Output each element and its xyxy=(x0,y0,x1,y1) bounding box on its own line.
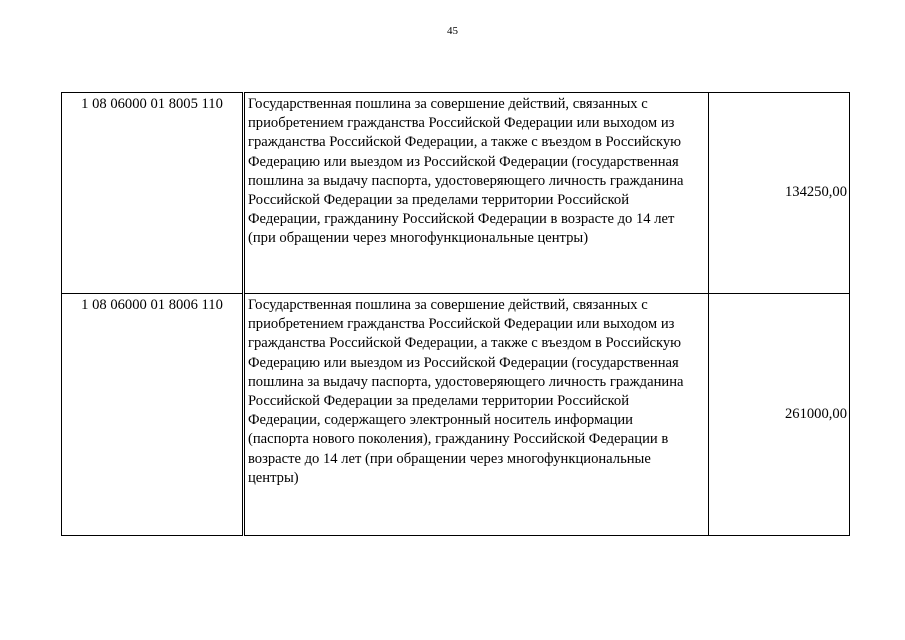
description-line: приобретением гражданства Российской Федерации или выходом из xyxy=(248,115,675,132)
description-cell xyxy=(244,294,709,536)
description-line: гражданства Российской Федерации, а также с въездом в Российскую xyxy=(248,134,682,151)
description-line: Федерации, гражданину Российской Федерации в возрасте до 14 лет xyxy=(248,211,675,228)
description-line: пошлина за выдачу паспорта, удостоверяющего личность гражданина xyxy=(248,172,684,189)
description-line: (при обращении через многофункциональные центры) xyxy=(248,230,589,247)
budget-code-cell: 1 08 06000 01 8006 110 xyxy=(62,294,244,536)
description-line: Государственная пошлина за совершение действий, связанных с xyxy=(248,297,648,313)
description-line: возрасте до 14 лет (при обращении через многофункциональные xyxy=(248,450,651,467)
amount-cell: 261000,00 xyxy=(709,294,850,536)
description-line: приобретением гражданства Российской Федерации или выходом из xyxy=(248,316,675,333)
description-line: Российской Федерации за пределами территории Российской xyxy=(248,192,630,209)
table-row xyxy=(62,93,850,294)
description-line: (паспорта нового поколения), гражданину Российской Федерации в xyxy=(248,431,669,448)
description-line: Федерацию или выездом из Российской Федерации (государственная xyxy=(248,153,679,170)
description-line: гражданства Российской Федерации, а также с въездом в Российскую xyxy=(248,335,682,352)
description-cell xyxy=(244,93,709,294)
amount-cell: 134250,00 xyxy=(709,93,850,294)
page-number: 45 xyxy=(447,25,458,37)
description-line: Федерации, содержащего электронный носитель информации xyxy=(248,412,633,429)
description-line: Федерацию или выездом из Российской Федерации (государственная xyxy=(248,354,679,371)
fee-table xyxy=(61,92,850,536)
table-row xyxy=(62,294,850,536)
description-line: Государственная пошлина за совершение действий, связанных с xyxy=(248,96,648,112)
description-line: центры) xyxy=(248,469,299,486)
budget-code-cell: 1 08 06000 01 8005 110 xyxy=(62,93,244,294)
description-line: пошлина за выдачу паспорта, удостоверяющего личность гражданина xyxy=(248,373,684,390)
description-line: Российской Федерации за пределами территории Российской xyxy=(248,393,630,410)
